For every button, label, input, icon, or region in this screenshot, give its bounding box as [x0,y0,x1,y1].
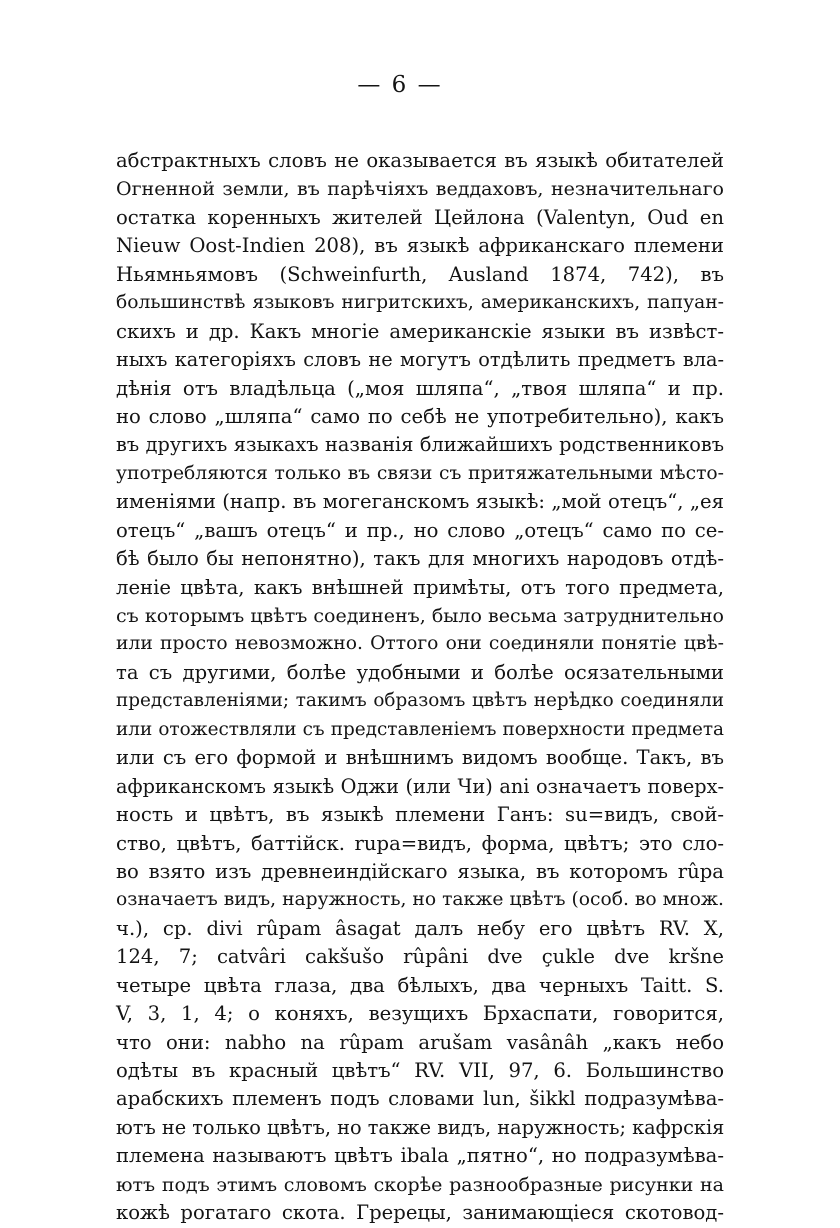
text-line: племена называютъ цвѣтъ ibala „пятно“, но подразумѣва- [116,1144,724,1168]
text-line: ютъ не только цвѣтъ, но также видъ, наружность; кафрскія [116,1115,725,1139]
text-line: Ньямньямовъ (Schweinfurth, Ausland 1874, 742), въ [116,262,724,286]
text-line: ство, цвѣтъ, баттійск. rupa=видъ, форма, цвѣтъ; это сло- [116,831,724,855]
text-line: арабскихъ племенъ подъ словами lun, šikkl подразумѣва- [116,1087,724,1111]
text-line: Огненной земли, въ парѣчіяхъ веддаховъ, незначительнаго [116,178,724,201]
text-line: или съ его формой и внѣшнимъ видомъ вообще. Такъ, въ [116,746,724,770]
text-line: четыре цвѣта глаза, два бѣлыхъ, два черныхъ Taitt. S. [116,973,724,997]
text-line: V, 3, 1, 4; о коняхъ, везущихъ Брхаспати, говорится, [116,1002,724,1026]
text-line: означаетъ видъ, наружность, но также цвѣтъ (особ. во множ. [116,889,724,911]
text-line: во взято изъ древнеиндійскаго языка, въ которомъ rûpa [116,859,724,883]
text-line: та съ другими, болѣе удобными и болѣе осязательными [116,660,724,684]
text-line: употребляются только въ связи съ притяжательными мѣсто- [116,462,724,484]
text-line: съ которымъ цвѣтъ соединенъ, было весьма затруднительно [116,605,724,627]
text-line: одѣты въ красный цвѣтъ“ RV. VII, 97, 6. Большинство [116,1059,724,1082]
text-line: абстрактныхъ словъ не оказывается въ языкѣ обитателей [116,149,724,172]
text-line: что они: nabho na rûpam arušam vasânâh „какъ небо [116,1030,724,1054]
text-line: остатка коренныхъ жителей Цейлона (Valentyn, Oud en [116,205,724,229]
text-line: дѣнія отъ владѣльца („моя шляпа“, „твоя шляпа“ и пр. [116,376,724,400]
text-line: представленіями; такимъ образомъ цвѣтъ нерѣдко соединяли [116,690,724,712]
text-line: Nieuw Oost-Indien 208), въ языкѣ африканскаго племени [116,234,724,258]
text-line: ныхъ категоріяхъ словъ не могутъ отдѣлить предметъ вла- [116,348,724,372]
text-line: бѣ было бы непонятно), такъ для многихъ народовъ отдѣ- [116,547,724,571]
text-line: именіями (напр. въ могеганскомъ языкѣ: „мой отецъ“, „ея [116,490,724,514]
text-line: 124, 7; catvâri cakšušo rûpâni dve çukle dve kršne [116,945,724,969]
text-line: ютъ подъ этимъ словомъ скорѣе разнообразные рисунки на [116,1173,724,1196]
text-line: въ другихъ языкахъ названія ближайшихъ родственниковъ [116,433,724,457]
text-line: отецъ“ „вашъ отецъ“ и пр., но слово „отецъ“ само по се- [116,518,724,542]
page-number: — 6 — [357,72,443,98]
text-line: скихъ и др. Какъ многіе американскіе языки въ извѣст- [116,319,724,343]
text-line: кожѣ рогатаго скота. Гререцы, занимающіеся скотовод- [116,1201,724,1225]
text-line: африканскомъ языкѣ Оджи (или Чи) ani означаетъ поверх- [116,774,724,798]
text-line: ч.), ср. divi rûpam âsagat далъ небу его цвѣтъ RV. X, [116,916,724,940]
text-line: большинствѣ языковъ нигритскихъ, американскихъ, папуан- [116,292,724,314]
text-line: или отожествляли съ представленіемъ поверхности предмета [116,718,724,740]
text-line: леніе цвѣта, какъ внѣшней примѣты, отъ того предмета, [116,575,724,599]
body-text [116,147,724,1228]
text-line: но слово „шляпа“ само по себѣ не употребительно), какъ [116,404,724,428]
text-line: или просто невозможно. Оттого они соединяли понятіе цвѣ- [116,633,724,655]
text-line: ность и цвѣтъ, въ языкѣ племени Ганъ: su=видъ, свой- [116,803,724,827]
